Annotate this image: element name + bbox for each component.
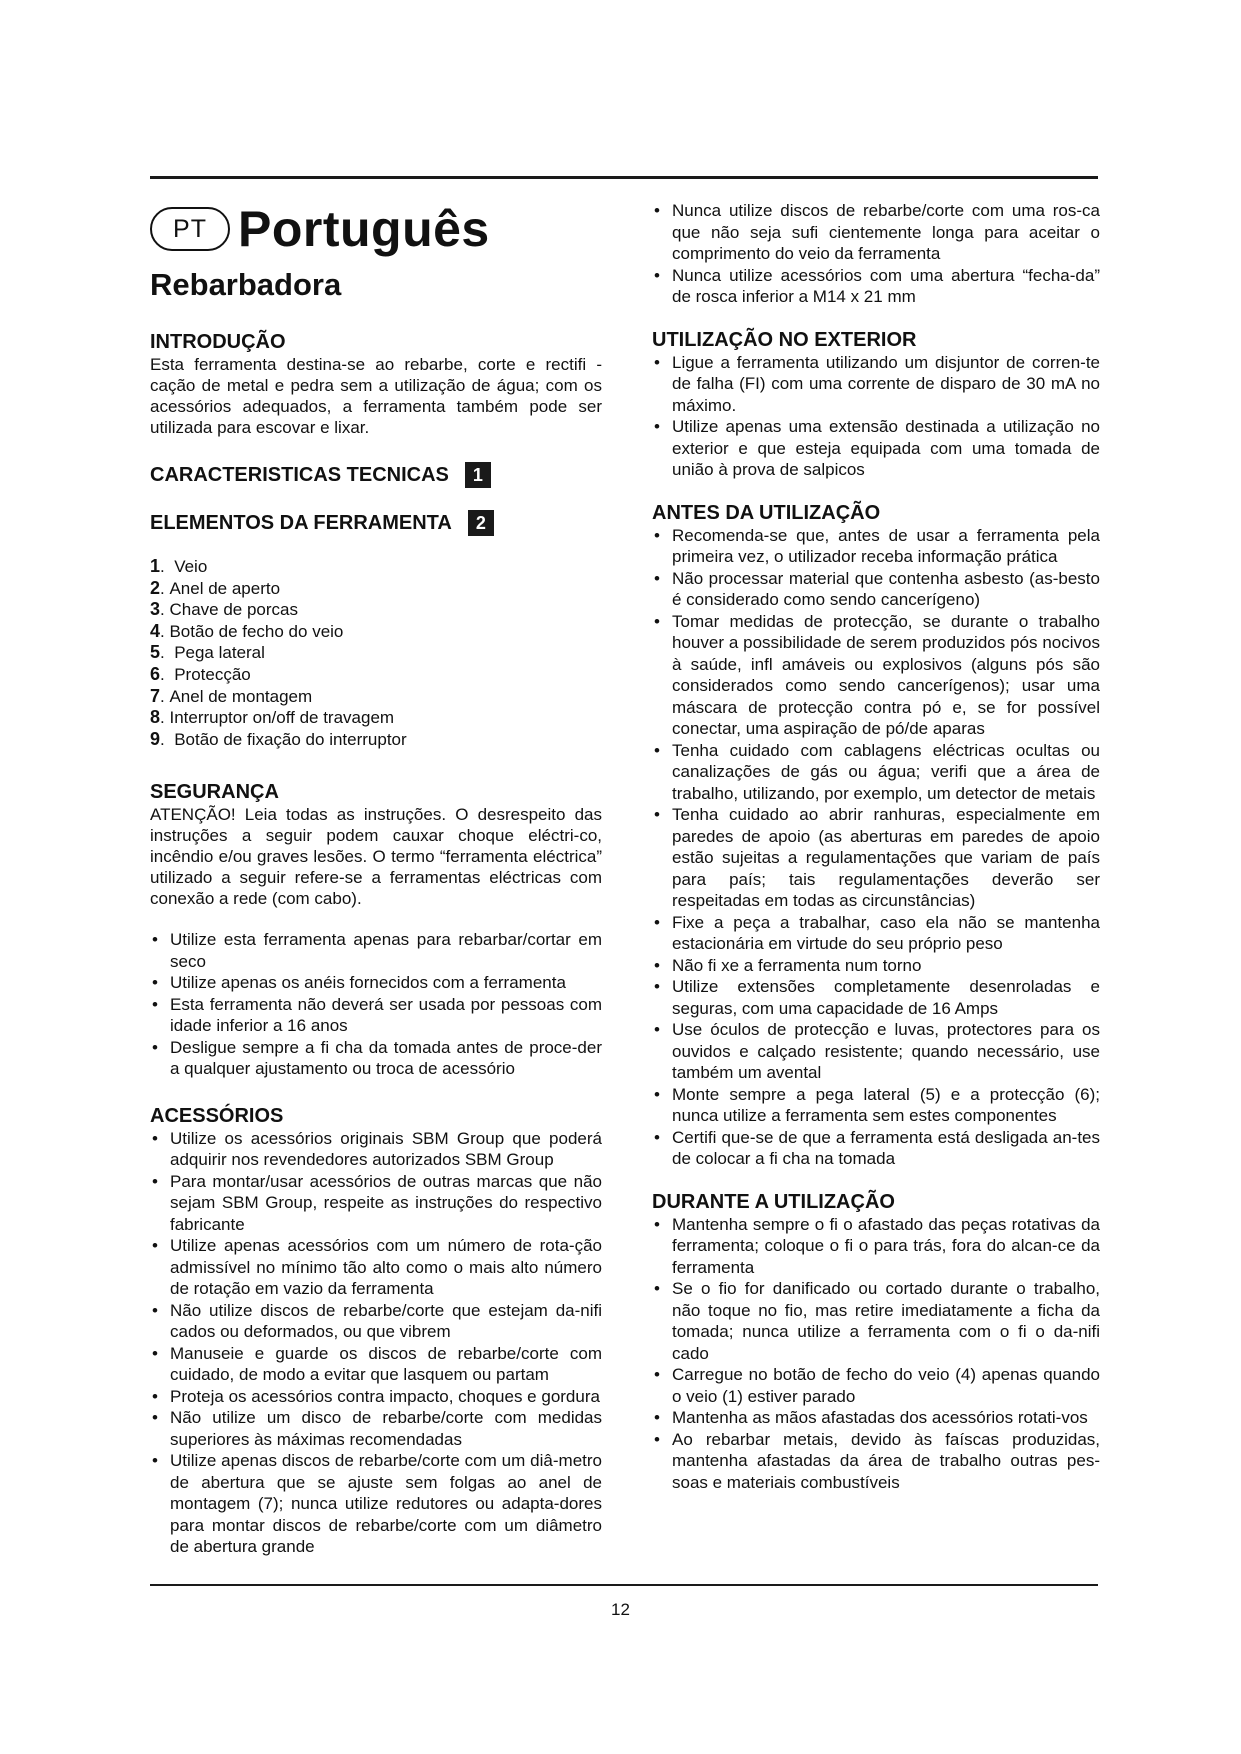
list-item: • Utilize extensões completamente desenroladas e seguras, com uma capacidade de 16 Amps <box>652 976 1100 1019</box>
list-item: 8. Interruptor on/off de travagem <box>150 707 395 728</box>
list-item: • Utilize apenas os anéis fornecidos com a ferramenta <box>150 972 602 994</box>
safety-bullets <box>150 929 602 1080</box>
during-use-bullets <box>652 1214 1100 1494</box>
list-item: • Recomenda-se que, antes de usar a ferramenta pela primeira vez, o utilizador receba informação prática <box>652 525 1100 568</box>
tech-specs-heading: CARACTERISTICAS TECNICAS <box>150 464 449 486</box>
list-item: • Não processar material que contenha asbesto (as-besto é considerado como sendo cancerígeno) <box>652 568 1100 611</box>
before-use-bullets <box>652 525 1100 1170</box>
safety-heading: SEGURANÇA <box>150 781 279 804</box>
list-item: • Proteja os acessórios contra impacto, choques e gordura <box>150 1386 602 1408</box>
list-item: • Utilize apenas uma extensão destinada a utilização no exterior e que esteja equipada com uma tomada de união à prova de salpicos <box>652 416 1100 481</box>
list-item: • Carregue no botão de fecho do veio (4) apenas quando o veio (1) estiver parado <box>652 1364 1100 1407</box>
elements-heading-row <box>150 510 602 536</box>
figure-ref-badge: 2 <box>468 510 494 536</box>
list-item: • Utilize os acessórios originais SBM Group que poderá adquirir nos revendedores autorizados SBM Group <box>150 1128 602 1171</box>
list-item: • Utilize apenas acessórios com um número de rota-ção admissível no mínimo tão alto como o mais alto número de rotação em vazio da ferramenta <box>150 1235 602 1300</box>
list-item: • Desligue sempre a fi cha da tomada antes de proce-der a qualquer ajustamento ou troca de acessório <box>150 1037 602 1080</box>
safety-text: ATENÇÃO! Leia todas as instruções. O desrespeito das instruções a seguir podem cauxar choque eléctri-co, incêndio e/ou graves lesões. O termo “ferramenta eléctrica” utilizado a seguir refere-se a ferramentas eléctricas com conexão a rede (com cabo). <box>150 805 602 909</box>
list-item: • Para montar/usar acessórios de outras marcas que não sejam SBM Group, respeite as instruções do respectivo fabricante <box>150 1171 602 1236</box>
list-item: • Mantenha as mãos afastadas dos acessórios rotati-vos <box>652 1407 1100 1429</box>
list-item: • Utilize esta ferramenta apenas para rebarbar/cortar em seco <box>150 929 602 972</box>
language-header <box>150 202 602 256</box>
list-item: • Fixe a peça a trabalhar, caso ela não se mantenha estacionária em virtude do seu próprio peso <box>652 912 1100 955</box>
before-use-section <box>652 501 1100 1170</box>
list-item: • Não fi xe a ferramenta num torno <box>652 955 1100 977</box>
during-use-section <box>652 1190 1100 1494</box>
list-item: 9. Botão de fixação do interruptor <box>150 728 407 749</box>
accessories-heading: ACESSÓRIOS <box>150 1104 284 1127</box>
list-item: • Não utilize discos de rebarbe/corte que estejam da-nifi cados ou deformados, ou que vibrem <box>150 1300 602 1343</box>
bottom-rule <box>150 1584 1098 1586</box>
intro-text: Esta ferramenta destina-se ao rebarbe, corte e rectifi - cação de metal e pedra sem a utilização de água; com os acessórios adequados, a ferramenta também pode ser utilizada para escovar e lixar. <box>150 355 602 437</box>
list-item: • Manuseie e guarde os discos de rebarbe/corte com cuidado, de modo a evitar que lasquem ou partam <box>150 1343 602 1386</box>
list-item: • Tenha cuidado ao abrir ranhuras, especialmente em paredes de apoio (as aberturas em paredes de apoio estão sujeitas a regulamentações que variam de país para país; tais regulamentações deverão ser respeitadas em todas as circunstâncias) <box>652 804 1100 912</box>
list-item: • Nunca utilize acessórios com uma abertura “fecha-da” de rosca inferior a M14 x 21 mm <box>652 265 1100 308</box>
list-item: • Tenha cuidado com cablagens eléctricas ocultas ou canalizações de gás ou água; verifi que a área de trabalho, utilizando, por exemplo, um detector de metais <box>652 740 1100 805</box>
outdoor-heading: UTILIZAÇÃO NO EXTERIOR <box>652 328 917 351</box>
outdoor-bullets <box>652 352 1100 481</box>
before-use-heading: ANTES DA UTILIZAÇÃO <box>652 501 881 524</box>
list-item: • Nunca utilize discos de rebarbe/corte com uma ros-ca que não seja sufi cientemente longa para aceitar o comprimento do veio da ferramenta <box>652 200 1100 265</box>
during-use-heading: DURANTE A UTILIZAÇÃO <box>652 1190 895 1213</box>
outdoor-section <box>652 328 1100 481</box>
list-item: 6. Protecção <box>150 663 251 684</box>
language-code-badge: PT <box>150 207 230 251</box>
accessories-bullets <box>150 1128 602 1558</box>
list-item: • Tomar medidas de protecção, se durante o trabalho houver a possibilidade de serem produzidos pós nocivos à saúde, infl amáveis ou explosivos (alguns pós são considerados como sendo cancerígenos); usar uma máscara de protecção contra pó e, se for possível conectar, uma aspiração de pó/de aparas <box>652 611 1100 740</box>
list-item: 7. Anel de montagem <box>150 685 313 706</box>
right-column <box>652 200 1100 1493</box>
safety-section <box>150 780 602 1080</box>
elements-list <box>150 556 602 750</box>
left-column <box>150 200 602 1558</box>
elements-heading: ELEMENTOS DA FERRAMENTA <box>150 512 452 534</box>
intro-section <box>150 330 602 438</box>
list-item: • Certifi que-se de que a ferramenta está desligada an-tes de colocar a fi cha na tomada <box>652 1127 1100 1170</box>
list-item: 5. Pega lateral <box>150 642 265 663</box>
list-item: 3. Chave de porcas <box>150 599 298 620</box>
list-item: • Ao rebarbar metais, devido às faíscas produzidas, mantenha afastadas da área de trabalho outras pes-soas e materiais combustíveis <box>652 1429 1100 1494</box>
list-item: • Monte sempre a pega lateral (5) e a protecção (6); nunca utilize a ferramenta sem estes componentes <box>652 1084 1100 1127</box>
language-title: Português <box>238 201 490 257</box>
figure-ref-badge: 1 <box>465 462 491 488</box>
list-item: 2. Anel de aperto <box>150 577 281 598</box>
product-title: Rebarbadora <box>150 267 342 302</box>
accessories-section <box>150 1104 602 1558</box>
list-item: • Use óculos de protecção e luvas, protectores para os ouvidos e calçado resistente; quando necessário, use também um avental <box>652 1019 1100 1084</box>
list-item: • Utilize apenas discos de rebarbe/corte com um diâ-metro de abertura que se ajuste sem folgas ao anel de montagem (7); nunca utilize redutores ou adapta-dores para montar discos de rebarbe/corte com um diâmetro de abertura grande <box>150 1450 602 1558</box>
list-item: • Se o fio for danificado ou cortado durante o trabalho, não toque no fio, mas retire imediatamente a ficha da tomada; nunca utilize a ferramenta com o fi o da-nifi cado <box>652 1278 1100 1364</box>
list-item: • Esta ferramenta não deverá ser usada por pessoas com idade inferior a 16 anos <box>150 994 602 1037</box>
page-number: 12 <box>611 1600 630 1619</box>
top-rule <box>150 176 1098 179</box>
list-item: 1. Veio <box>150 556 208 576</box>
disc-bullets <box>652 200 1100 308</box>
list-item: • Não utilize um disco de rebarbe/corte com medidas superiores às máximas recomendadas <box>150 1407 602 1450</box>
list-item: • Ligue a ferramenta utilizando um disjuntor de corren-te de falha (FI) com uma corrente de disparo de 30 mA no máximo. <box>652 352 1100 417</box>
intro-heading: INTRODUÇÃO <box>150 331 286 353</box>
list-item: • Mantenha sempre o fi o afastado das peças rotativas da ferramenta; coloque o fi o para trás, fora do alcan-ce da ferramenta <box>652 1214 1100 1279</box>
list-item: 4. Botão de fecho do veio <box>150 620 344 641</box>
tech-specs-heading-row <box>150 462 602 488</box>
